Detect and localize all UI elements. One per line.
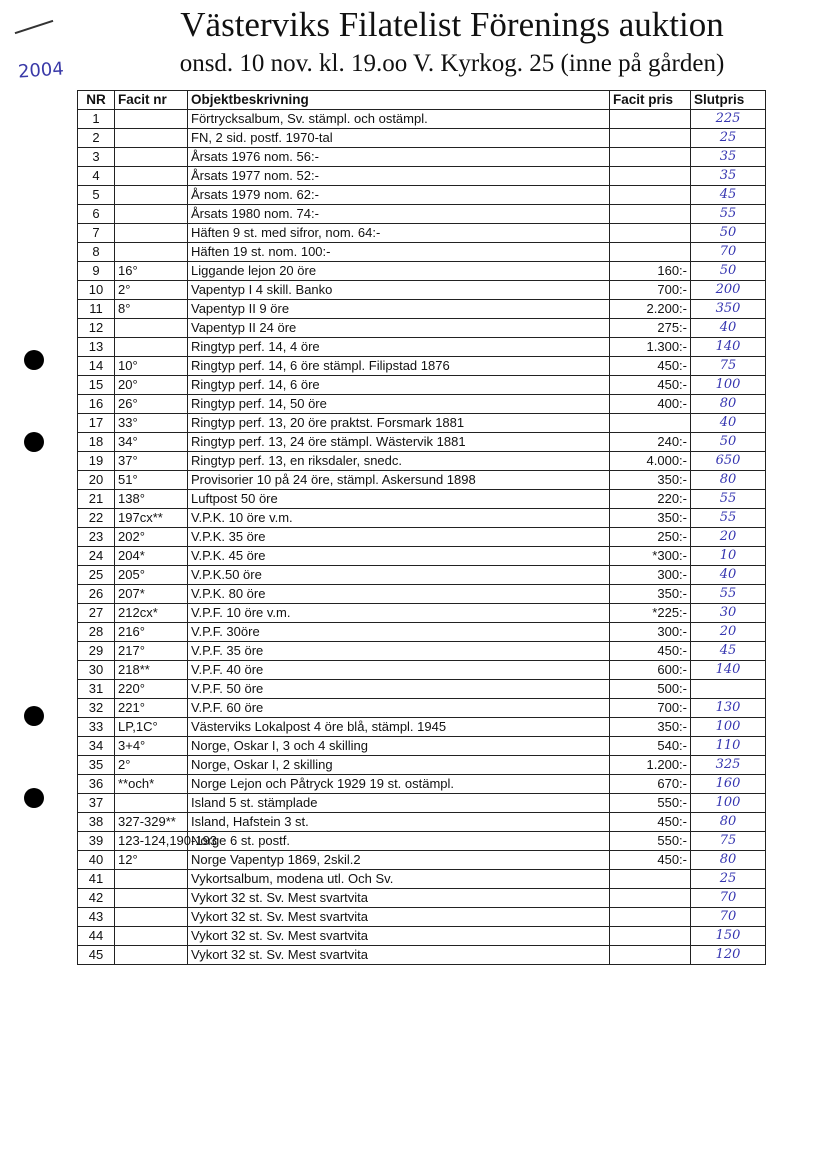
final-price: 70 bbox=[691, 908, 766, 927]
facit-price: 2.200:- bbox=[610, 300, 691, 319]
column-header-objektbeskrivning: Objektbeskrivning bbox=[188, 91, 610, 110]
object-description: Vykortsalbum, modena utl. Och Sv. bbox=[188, 870, 610, 889]
facit-price: 350:- bbox=[610, 509, 691, 528]
column-header-slutpris: Slutpris bbox=[691, 91, 766, 110]
object-description: Island 5 st. stämplade bbox=[188, 794, 610, 813]
final-price: 110 bbox=[691, 737, 766, 756]
table-row bbox=[78, 775, 766, 794]
facit-price: 670:- bbox=[610, 775, 691, 794]
final-price: 75 bbox=[691, 357, 766, 376]
column-header-facit-pris: Facit pris bbox=[610, 91, 691, 110]
table-row bbox=[78, 756, 766, 775]
facit-number: 2° bbox=[115, 756, 188, 775]
facit-price bbox=[610, 927, 691, 946]
lot-number: 38 bbox=[78, 813, 115, 832]
lot-number: 43 bbox=[78, 908, 115, 927]
lot-number: 31 bbox=[78, 680, 115, 699]
final-price bbox=[691, 680, 766, 699]
facit-price bbox=[610, 148, 691, 167]
final-price: 140 bbox=[691, 661, 766, 680]
facit-number bbox=[115, 186, 188, 205]
facit-number bbox=[115, 129, 188, 148]
facit-number: 204* bbox=[115, 547, 188, 566]
facit-number bbox=[115, 889, 188, 908]
lot-number: 7 bbox=[78, 224, 115, 243]
lot-number: 20 bbox=[78, 471, 115, 490]
auction-table-body bbox=[78, 110, 766, 965]
facit-price bbox=[610, 414, 691, 433]
facit-number: 202° bbox=[115, 528, 188, 547]
table-row bbox=[78, 794, 766, 813]
facit-number: LP,1C° bbox=[115, 718, 188, 737]
facit-price bbox=[610, 889, 691, 908]
facit-price: 1.300:- bbox=[610, 338, 691, 357]
facit-number bbox=[115, 110, 188, 129]
facit-price: 1.200:- bbox=[610, 756, 691, 775]
object-description: V.P.K. 35 öre bbox=[188, 528, 610, 547]
object-description: Norge, Oskar I, 3 och 4 skilling bbox=[188, 737, 610, 756]
object-description: Västerviks Lokalpost 4 öre blå, stämpl. 1945 bbox=[188, 718, 610, 737]
final-price: 20 bbox=[691, 528, 766, 547]
facit-number: 212cx* bbox=[115, 604, 188, 623]
lot-number: 5 bbox=[78, 186, 115, 205]
lot-number: 15 bbox=[78, 376, 115, 395]
final-price: 10 bbox=[691, 547, 766, 566]
table-row bbox=[78, 205, 766, 224]
lot-number: 22 bbox=[78, 509, 115, 528]
table-row bbox=[78, 262, 766, 281]
lot-number: 35 bbox=[78, 756, 115, 775]
facit-number: 33° bbox=[115, 414, 188, 433]
lot-number: 33 bbox=[78, 718, 115, 737]
final-price: 160 bbox=[691, 775, 766, 794]
object-description: V.P.K. 45 öre bbox=[188, 547, 610, 566]
final-price: 350 bbox=[691, 300, 766, 319]
facit-number bbox=[115, 205, 188, 224]
facit-price: 350:- bbox=[610, 471, 691, 490]
facit-number: 217° bbox=[115, 642, 188, 661]
table-row bbox=[78, 547, 766, 566]
table-row bbox=[78, 585, 766, 604]
final-price: 55 bbox=[691, 490, 766, 509]
facit-price: 300:- bbox=[610, 566, 691, 585]
lot-number: 27 bbox=[78, 604, 115, 623]
object-description: Vykort 32 st. Sv. Mest svartvita bbox=[188, 889, 610, 908]
final-price: 80 bbox=[691, 813, 766, 832]
lot-number: 4 bbox=[78, 167, 115, 186]
facit-number: 197cx** bbox=[115, 509, 188, 528]
facit-number: 51° bbox=[115, 471, 188, 490]
table-row bbox=[78, 319, 766, 338]
table-row bbox=[78, 433, 766, 452]
facit-price bbox=[610, 205, 691, 224]
facit-price bbox=[610, 243, 691, 262]
lot-number: 45 bbox=[78, 946, 115, 965]
lot-number: 8 bbox=[78, 243, 115, 262]
object-description: Norge Vapentyp 1869, 2skil.2 bbox=[188, 851, 610, 870]
final-price: 20 bbox=[691, 623, 766, 642]
table-row bbox=[78, 167, 766, 186]
table-row bbox=[78, 338, 766, 357]
final-price: 80 bbox=[691, 471, 766, 490]
final-price: 325 bbox=[691, 756, 766, 775]
facit-price bbox=[610, 870, 691, 889]
final-price: 40 bbox=[691, 319, 766, 338]
final-price: 100 bbox=[691, 718, 766, 737]
facit-number: 221° bbox=[115, 699, 188, 718]
lot-number: 25 bbox=[78, 566, 115, 585]
lot-number: 9 bbox=[78, 262, 115, 281]
object-description: Liggande lejon 20 öre bbox=[188, 262, 610, 281]
table-row bbox=[78, 414, 766, 433]
facit-price: 160:- bbox=[610, 262, 691, 281]
facit-number: 218** bbox=[115, 661, 188, 680]
object-description: Norge, Oskar I, 2 skilling bbox=[188, 756, 610, 775]
final-price: 70 bbox=[691, 243, 766, 262]
object-description: Ringtyp perf. 13, 20 öre praktst. Forsmark 1881 bbox=[188, 414, 610, 433]
lot-number: 6 bbox=[78, 205, 115, 224]
lot-number: 11 bbox=[78, 300, 115, 319]
facit-price bbox=[610, 186, 691, 205]
facit-price: 450:- bbox=[610, 813, 691, 832]
object-description: Norge Lejon och Påtryck 1929 19 st. ostämpl. bbox=[188, 775, 610, 794]
facit-price: *300:- bbox=[610, 547, 691, 566]
facit-number: 327-329** bbox=[115, 813, 188, 832]
object-description: Förtrycksalbum, Sv. stämpl. och ostämpl. bbox=[188, 110, 610, 129]
lot-number: 13 bbox=[78, 338, 115, 357]
facit-number: 8° bbox=[115, 300, 188, 319]
facit-number: 37° bbox=[115, 452, 188, 471]
table-row bbox=[78, 623, 766, 642]
facit-price bbox=[610, 946, 691, 965]
object-description: Norge 6 st. postf. bbox=[188, 832, 610, 851]
facit-number bbox=[115, 946, 188, 965]
final-price: 30 bbox=[691, 604, 766, 623]
final-price: 75 bbox=[691, 832, 766, 851]
facit-price: 450:- bbox=[610, 357, 691, 376]
table-row bbox=[78, 110, 766, 129]
facit-number: 138° bbox=[115, 490, 188, 509]
table-row bbox=[78, 851, 766, 870]
facit-price: 450:- bbox=[610, 642, 691, 661]
lot-number: 18 bbox=[78, 433, 115, 452]
object-description: Årsats 1980 nom. 74:- bbox=[188, 205, 610, 224]
table-row bbox=[78, 528, 766, 547]
facit-price: 275:- bbox=[610, 319, 691, 338]
final-price: 35 bbox=[691, 148, 766, 167]
final-price: 55 bbox=[691, 509, 766, 528]
lot-number: 10 bbox=[78, 281, 115, 300]
final-price: 45 bbox=[691, 186, 766, 205]
facit-number: 2° bbox=[115, 281, 188, 300]
page-title: Västerviks Filatelist Förenings auktion bbox=[180, 5, 724, 44]
facit-price bbox=[610, 224, 691, 243]
facit-number bbox=[115, 908, 188, 927]
table-row bbox=[78, 224, 766, 243]
facit-number bbox=[115, 927, 188, 946]
facit-number: 26° bbox=[115, 395, 188, 414]
facit-number: 216° bbox=[115, 623, 188, 642]
final-price: 70 bbox=[691, 889, 766, 908]
object-description: Vapentyp I 4 skill. Banko bbox=[188, 281, 610, 300]
final-price: 140 bbox=[691, 338, 766, 357]
facit-number: **och* bbox=[115, 775, 188, 794]
final-price: 25 bbox=[691, 129, 766, 148]
table-row bbox=[78, 889, 766, 908]
facit-number: 123-124,190-193 bbox=[115, 832, 188, 851]
final-price: 225 bbox=[691, 110, 766, 129]
facit-number: 16° bbox=[115, 262, 188, 281]
facit-price: 540:- bbox=[610, 737, 691, 756]
lot-number: 26 bbox=[78, 585, 115, 604]
final-price: 55 bbox=[691, 585, 766, 604]
facit-price: *225:- bbox=[610, 604, 691, 623]
table-row bbox=[78, 129, 766, 148]
lot-number: 17 bbox=[78, 414, 115, 433]
table-row bbox=[78, 832, 766, 851]
final-price: 50 bbox=[691, 224, 766, 243]
final-price: 650 bbox=[691, 452, 766, 471]
facit-number: 10° bbox=[115, 357, 188, 376]
final-price: 40 bbox=[691, 414, 766, 433]
table-row bbox=[78, 376, 766, 395]
table-row bbox=[78, 357, 766, 376]
facit-price: 300:- bbox=[610, 623, 691, 642]
lot-number: 41 bbox=[78, 870, 115, 889]
object-description: V.P.F. 60 öre bbox=[188, 699, 610, 718]
facit-price: 350:- bbox=[610, 585, 691, 604]
object-description: Ringtyp perf. 14, 6 öre bbox=[188, 376, 610, 395]
table-header-row bbox=[78, 91, 766, 110]
table-row bbox=[78, 946, 766, 965]
binder-hole-icon bbox=[24, 788, 44, 808]
object-description: Provisorier 10 på 24 öre, stämpl. Askersund 1898 bbox=[188, 471, 610, 490]
final-price: 50 bbox=[691, 433, 766, 452]
facit-price: 250:- bbox=[610, 528, 691, 547]
facit-price: 450:- bbox=[610, 376, 691, 395]
lot-number: 34 bbox=[78, 737, 115, 756]
object-description: FN, 2 sid. postf. 1970-tal bbox=[188, 129, 610, 148]
final-price: 120 bbox=[691, 946, 766, 965]
table-row bbox=[78, 395, 766, 414]
final-price: 55 bbox=[691, 205, 766, 224]
object-description: Vykort 32 st. Sv. Mest svartvita bbox=[188, 946, 610, 965]
table-row bbox=[78, 870, 766, 889]
binder-hole-icon bbox=[24, 432, 44, 452]
facit-price: 700:- bbox=[610, 699, 691, 718]
lot-number: 1 bbox=[78, 110, 115, 129]
table-row bbox=[78, 699, 766, 718]
column-header-nr: NR bbox=[78, 91, 115, 110]
object-description: V.P.K.50 öre bbox=[188, 566, 610, 585]
object-description: Ringtyp perf. 14, 4 öre bbox=[188, 338, 610, 357]
table-row bbox=[78, 737, 766, 756]
facit-price: 400:- bbox=[610, 395, 691, 414]
facit-number: 34° bbox=[115, 433, 188, 452]
table-row bbox=[78, 642, 766, 661]
table-row bbox=[78, 281, 766, 300]
lot-number: 39 bbox=[78, 832, 115, 851]
table-row bbox=[78, 927, 766, 946]
facit-price: 700:- bbox=[610, 281, 691, 300]
table-row bbox=[78, 148, 766, 167]
final-price: 45 bbox=[691, 642, 766, 661]
object-description: V.P.F. 50 öre bbox=[188, 680, 610, 699]
facit-price: 220:- bbox=[610, 490, 691, 509]
facit-number: 20° bbox=[115, 376, 188, 395]
table-row bbox=[78, 186, 766, 205]
facit-number bbox=[115, 224, 188, 243]
lot-number: 40 bbox=[78, 851, 115, 870]
table-row bbox=[78, 300, 766, 319]
table-row bbox=[78, 604, 766, 623]
object-description: Årsats 1976 nom. 56:- bbox=[188, 148, 610, 167]
object-description: Årsats 1977 nom. 52:- bbox=[188, 167, 610, 186]
object-description: Häften 19 st. nom. 100:- bbox=[188, 243, 610, 262]
lot-number: 36 bbox=[78, 775, 115, 794]
final-price: 35 bbox=[691, 167, 766, 186]
facit-number bbox=[115, 338, 188, 357]
final-price: 100 bbox=[691, 376, 766, 395]
facit-number: 12° bbox=[115, 851, 188, 870]
final-price: 130 bbox=[691, 699, 766, 718]
lot-number: 32 bbox=[78, 699, 115, 718]
facit-price: 550:- bbox=[610, 794, 691, 813]
object-description: Årsats 1979 nom. 62:- bbox=[188, 186, 610, 205]
final-price: 150 bbox=[691, 927, 766, 946]
object-description: V.P.F. 30öre bbox=[188, 623, 610, 642]
auction-table bbox=[77, 90, 766, 965]
final-price: 100 bbox=[691, 794, 766, 813]
lot-number: 37 bbox=[78, 794, 115, 813]
facit-number: 220° bbox=[115, 680, 188, 699]
handwritten-year-note: 2004 bbox=[17, 58, 65, 83]
object-description: V.P.F. 40 öre bbox=[188, 661, 610, 680]
final-price: 50 bbox=[691, 262, 766, 281]
facit-price bbox=[610, 110, 691, 129]
lot-number: 24 bbox=[78, 547, 115, 566]
pen-mark bbox=[15, 20, 54, 34]
final-price: 40 bbox=[691, 566, 766, 585]
object-description: Vykort 32 st. Sv. Mest svartvita bbox=[188, 927, 610, 946]
object-description: Ringtyp perf. 14, 50 öre bbox=[188, 395, 610, 414]
lot-number: 3 bbox=[78, 148, 115, 167]
object-description: Luftpost 50 öre bbox=[188, 490, 610, 509]
facit-price bbox=[610, 167, 691, 186]
page-subtitle: onsd. 10 nov. kl. 19.oo V. Kyrkog. 25 (inne på gården) bbox=[179, 50, 725, 77]
table-row bbox=[78, 908, 766, 927]
final-price: 80 bbox=[691, 851, 766, 870]
final-price: 200 bbox=[691, 281, 766, 300]
object-description: Vapentyp II 24 öre bbox=[188, 319, 610, 338]
binder-hole-icon bbox=[24, 706, 44, 726]
facit-number: 3+4° bbox=[115, 737, 188, 756]
object-description: Vapentyp II 9 öre bbox=[188, 300, 610, 319]
table-row bbox=[78, 718, 766, 737]
object-description: V.P.K. 80 öre bbox=[188, 585, 610, 604]
facit-number: 207* bbox=[115, 585, 188, 604]
lot-number: 42 bbox=[78, 889, 115, 908]
object-description: Ringtyp perf. 13, 24 öre stämpl. Wästervik 1881 bbox=[188, 433, 610, 452]
lot-number: 29 bbox=[78, 642, 115, 661]
lot-number: 16 bbox=[78, 395, 115, 414]
object-description: V.P.F. 10 öre v.m. bbox=[188, 604, 610, 623]
lot-number: 30 bbox=[78, 661, 115, 680]
object-description: Häften 9 st. med sifror, nom. 64:- bbox=[188, 224, 610, 243]
facit-number bbox=[115, 243, 188, 262]
table-row bbox=[78, 509, 766, 528]
facit-price: 4.000:- bbox=[610, 452, 691, 471]
object-description: V.P.K. 10 öre v.m. bbox=[188, 509, 610, 528]
table-row bbox=[78, 813, 766, 832]
table-row bbox=[78, 566, 766, 585]
facit-price bbox=[610, 908, 691, 927]
lot-number: 21 bbox=[78, 490, 115, 509]
facit-price: 500:- bbox=[610, 680, 691, 699]
final-price: 80 bbox=[691, 395, 766, 414]
facit-number bbox=[115, 870, 188, 889]
facit-number bbox=[115, 794, 188, 813]
lot-number: 14 bbox=[78, 357, 115, 376]
lot-number: 44 bbox=[78, 927, 115, 946]
facit-number bbox=[115, 319, 188, 338]
object-description: Ringtyp perf. 14, 6 öre stämpl. Filipstad 1876 bbox=[188, 357, 610, 376]
column-header-facit-nr: Facit nr bbox=[115, 91, 188, 110]
facit-price: 550:- bbox=[610, 832, 691, 851]
table-row bbox=[78, 661, 766, 680]
table-row bbox=[78, 471, 766, 490]
facit-price: 240:- bbox=[610, 433, 691, 452]
facit-price bbox=[610, 129, 691, 148]
lot-number: 19 bbox=[78, 452, 115, 471]
lot-number: 2 bbox=[78, 129, 115, 148]
final-price: 25 bbox=[691, 870, 766, 889]
facit-price: 600:- bbox=[610, 661, 691, 680]
facit-number bbox=[115, 167, 188, 186]
table-row bbox=[78, 243, 766, 262]
object-description: Ringtyp perf. 13, en riksdaler, snedc. bbox=[188, 452, 610, 471]
facit-price: 450:- bbox=[610, 851, 691, 870]
lot-number: 23 bbox=[78, 528, 115, 547]
table-row bbox=[78, 452, 766, 471]
binder-hole-icon bbox=[24, 350, 44, 370]
table-row bbox=[78, 490, 766, 509]
object-description: V.P.F. 35 öre bbox=[188, 642, 610, 661]
facit-number bbox=[115, 148, 188, 167]
object-description: Island, Hafstein 3 st. bbox=[188, 813, 610, 832]
table-row bbox=[78, 680, 766, 699]
facit-price: 350:- bbox=[610, 718, 691, 737]
lot-number: 28 bbox=[78, 623, 115, 642]
lot-number: 12 bbox=[78, 319, 115, 338]
facit-number: 205° bbox=[115, 566, 188, 585]
object-description: Vykort 32 st. Sv. Mest svartvita bbox=[188, 908, 610, 927]
